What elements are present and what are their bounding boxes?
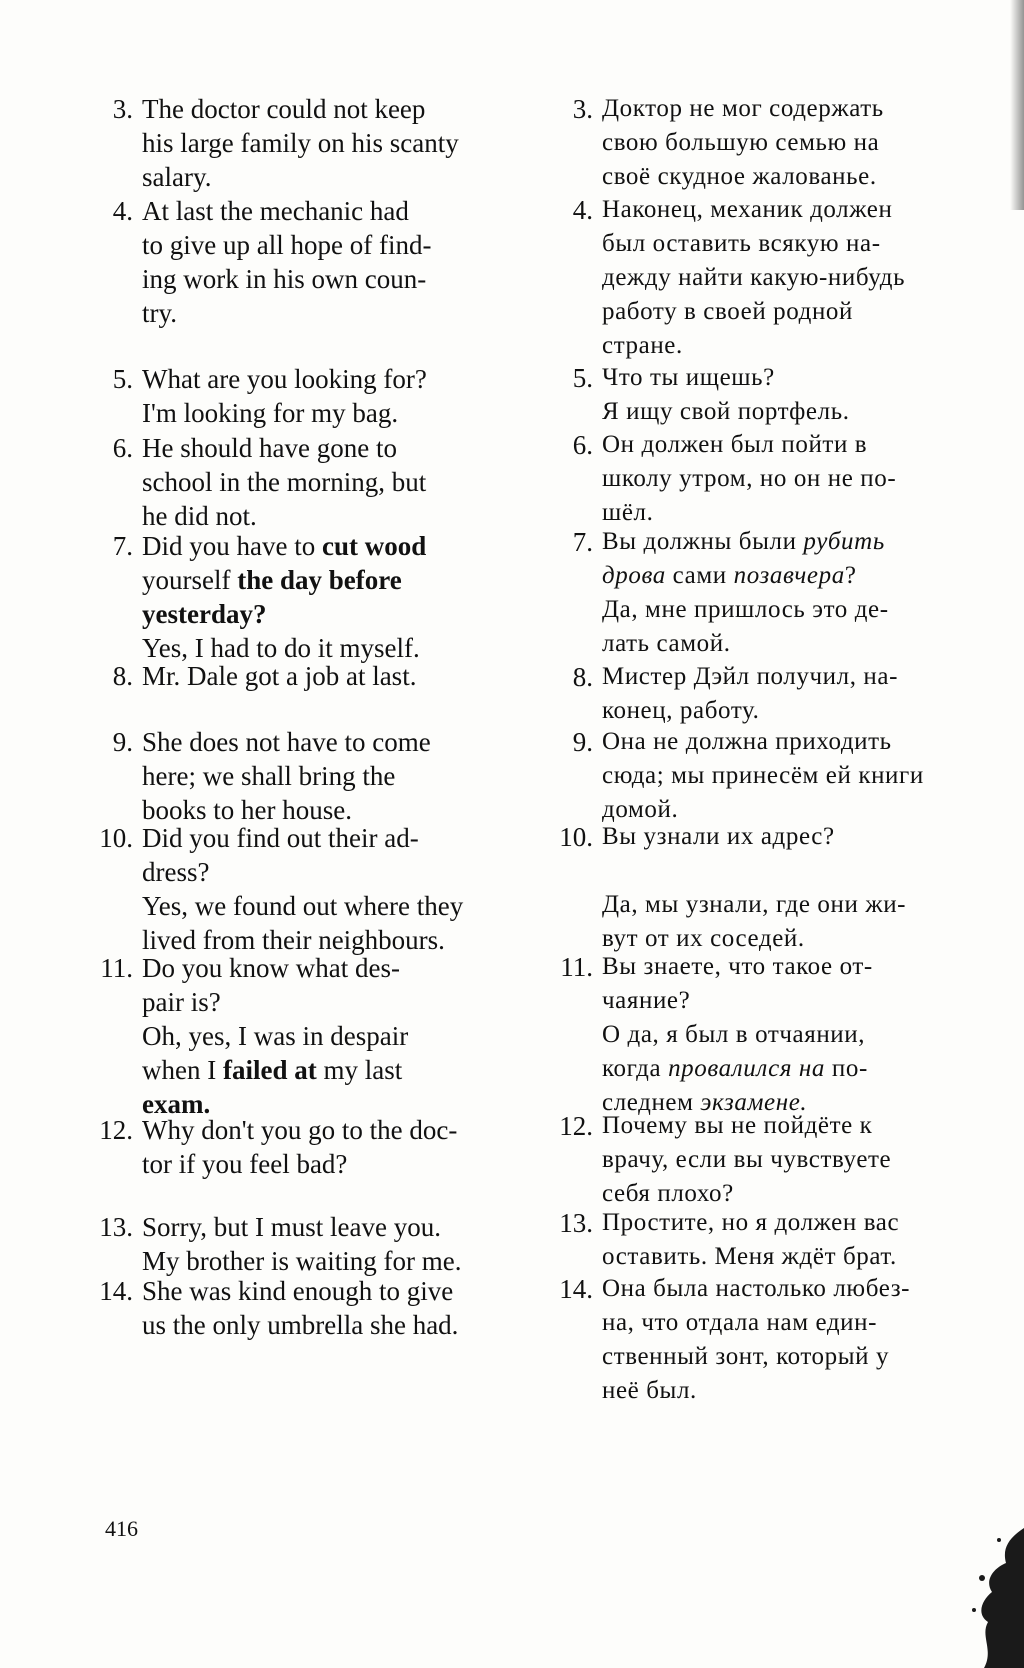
text-line [602,1206,960,1240]
russian-item [548,193,960,363]
text-line [602,984,960,1018]
item-text [142,1274,508,1342]
item-number: 5. [112,364,133,394]
item-number: 3. [572,94,593,124]
text-line [602,329,960,363]
item-number: 10. [99,823,133,853]
text-line [602,950,960,984]
text-line [142,1147,508,1181]
item-number: 12. [559,1111,593,1141]
text-segment: He should have gone to [142,433,397,463]
text-segment: врачу, если вы чувствуете [602,1146,892,1173]
text-segment: Did you find out their ad- [142,823,419,853]
text-segment: ing work in his own coun- [142,264,427,294]
item-number: 8. [572,662,593,692]
text-line [602,1272,960,1306]
english-item [88,362,508,430]
text-line [602,559,960,593]
item-number: 13. [99,1212,133,1242]
text-segment: свою большую семью на [602,129,880,156]
text-line [142,855,508,889]
italic-phrase: дрова [602,562,666,589]
item-number: 5. [572,363,593,393]
item-number: 13. [559,1208,593,1238]
text-segment: Why don't you go to the doc- [142,1115,458,1145]
english-item [88,1274,508,1342]
item-text [602,1272,960,1408]
ink-blot-decoration [954,1518,1024,1668]
text-line [142,160,508,194]
text-segment: дежду найти какую-нибудь [602,264,906,291]
text-segment: At last the mechanic had [142,196,409,226]
english-item [88,659,508,693]
text-segment: сами [665,562,734,589]
russian-item [548,92,960,194]
text-segment: Mr. Dale got a job at last. [142,661,417,691]
text-segment: стране. [602,332,683,359]
text-segment: She does not have to come [142,727,431,757]
text-segment: сюда; мы принесём ей книги [602,762,924,789]
text-line [602,1018,960,1052]
item-number: 9. [572,727,593,757]
text-line [602,694,960,728]
text-line [142,1244,508,1278]
russian-item [548,525,960,661]
item-text [602,92,960,194]
item-text [142,1113,508,1181]
item-text [602,1206,960,1274]
text-segment: salary. [142,162,212,192]
text-segment: dress? [142,857,210,887]
text-segment: школу утром, но он не по- [602,465,897,492]
english-item [88,951,508,1121]
text-line [602,593,960,627]
item-text [602,820,960,956]
text-segment: Да, мне пришлось это де- [602,596,889,623]
text-segment: О да, я был в отчаянии, [602,1021,866,1048]
text-segment: Did you have to [142,531,322,561]
text-segment: ? [844,562,857,589]
text-segment: себя плохо? [602,1180,734,1207]
text-line [142,296,508,330]
text-segment: The doctor could not keep [142,94,426,124]
bold-phrase: failed at [222,1055,317,1085]
text-segment: Простите, но я должен вас [602,1209,900,1236]
text-line [602,888,960,922]
text-segment: по- [825,1055,868,1082]
english-item [88,529,508,665]
text-segment: school in the morning, but [142,467,427,497]
text-line [142,563,508,597]
text-line [142,431,508,465]
text-line [602,361,960,395]
text-segment: работу в своей родной [602,298,854,325]
text-line [602,1374,960,1408]
text-segment: шёл. [602,499,654,526]
item-text [142,529,508,665]
italic-phrase: рубить [803,528,885,555]
text-segment: Вы знаете, что такое от- [602,953,873,980]
text-line [142,1308,508,1342]
english-item [88,92,508,194]
text-segment: Мистер Дэйл получил, на- [602,663,899,690]
item-number: 11. [100,953,133,983]
italic-phrase: экзамене. [700,1089,808,1116]
text-line [142,1210,508,1244]
text-segment: следнем [602,1089,701,1116]
item-text [602,950,960,1120]
text-line [602,160,960,194]
item-text [142,1210,508,1278]
item-text [602,525,960,661]
text-segment: my last [316,1055,403,1085]
text-line [142,362,508,396]
text-segment: Что ты ищешь? [602,364,775,391]
text-segment: I'm looking for my bag. [142,398,399,428]
text-line [602,854,960,888]
text-segment: to give up all hope of find- [142,230,432,260]
text-segment: Да, мы узнали, где они жи- [602,891,907,918]
text-segment: Доктор не мог содержать [602,95,884,122]
item-number: 12. [99,1115,133,1145]
text-line [142,597,508,631]
text-segment: когда [602,1055,669,1082]
english-item [88,821,508,957]
russian-item [548,820,960,956]
item-text [142,362,508,430]
text-line [602,525,960,559]
text-segment: Yes, we found out where they [142,891,464,921]
text-line [602,759,960,793]
text-line [602,627,960,661]
text-line [602,462,960,496]
item-number: 6. [112,433,133,463]
item-number: 14. [559,1274,593,1304]
text-line [142,725,508,759]
text-line [142,821,508,855]
text-line [142,1053,508,1087]
item-number: 10. [559,822,593,852]
text-segment: Do you know what des- [142,953,400,983]
text-segment: домой. [602,796,679,823]
text-line [142,659,508,693]
text-line [602,428,960,462]
bold-phrase: cut wood [321,531,427,561]
text-segment: books to her house. [142,795,352,825]
russian-item [548,725,960,827]
text-segment: Yes, I had to do it myself. [142,633,420,663]
text-line [142,1113,508,1147]
item-number: 4. [572,195,593,225]
item-text [602,660,960,728]
russian-item [548,1272,960,1408]
text-segment: Она не должна приходить [602,728,892,755]
text-segment: tor if you feel bad? [142,1149,348,1179]
text-line [602,126,960,160]
text-line [142,1019,508,1053]
english-item [88,431,508,533]
text-segment: оставить. Меня ждёт брат. [602,1243,897,1270]
text-line [142,262,508,296]
text-segment: What are you looking for? [142,364,427,394]
item-text [142,194,508,330]
english-item [88,1113,508,1181]
item-text [602,428,960,530]
text-line [602,820,960,854]
text-line [142,92,508,126]
page-edge-shadow [1010,0,1024,210]
item-text [142,951,508,1121]
text-line [602,1109,960,1143]
text-line [602,395,960,429]
text-segment: when I [142,1055,223,1085]
text-segment: pair is? [142,987,221,1017]
bold-phrase: the day before [237,565,402,595]
page-number: 416 [105,1516,138,1541]
item-text [142,92,508,194]
text-segment: She was kind enough to give [142,1276,454,1306]
text-segment: конец, работу. [602,697,760,724]
russian-item [548,428,960,530]
text-line [142,759,508,793]
text-line [142,396,508,430]
item-text [142,431,508,533]
text-segment: us the only umbrella she had. [142,1310,459,1340]
text-line [142,951,508,985]
item-text [602,361,960,429]
text-line [602,1306,960,1340]
russian-item [548,660,960,728]
text-line [142,529,508,563]
text-line [142,126,508,160]
text-line [602,1052,960,1086]
text-segment: his large family on his scanty [142,128,459,158]
text-line [602,227,960,261]
text-segment: вут от их соседей. [602,925,805,952]
item-text [142,659,508,693]
text-line [602,1240,960,1274]
item-text [602,1109,960,1211]
russian-item [548,1206,960,1274]
text-segment: ственный зонт, который у [602,1343,890,1370]
text-segment: he did not. [142,501,257,531]
item-text [142,821,508,957]
text-line [602,1340,960,1374]
item-number: 14. [99,1276,133,1306]
text-line [142,889,508,923]
italic-phrase: позавчера [733,562,845,589]
italic-phrase: провалился на [668,1055,826,1082]
text-line [142,228,508,262]
item-number: 8. [112,661,133,691]
text-line [602,261,960,295]
text-line [602,295,960,329]
text-segment: Вы должны были [602,528,804,555]
text-segment: here; we shall bring the [142,761,396,791]
text-segment: Почему вы не пойдёте к [602,1112,873,1139]
text-line [142,465,508,499]
text-segment: Она была настолько любез- [602,1275,911,1302]
item-number: 3. [112,94,133,124]
text-line [602,725,960,759]
english-item [88,1210,508,1278]
item-number: 11. [560,952,593,982]
english-item [88,194,508,330]
text-segment: lived from their neighbours. [142,925,445,955]
text-segment: Я ищу свой портфель. [602,398,850,425]
text-line [602,193,960,227]
bold-phrase: exam. [142,1089,211,1119]
text-segment: Oh, yes, I was in despair [142,1021,409,1051]
bold-phrase: yesterday? [142,599,267,629]
text-segment: на, что отдала нам един- [602,1309,878,1336]
item-number: 7. [572,527,593,557]
text-line [602,660,960,694]
text-line [142,499,508,533]
text-segment: Он должен был пойти в [602,431,868,458]
item-number: 6. [572,430,593,460]
text-segment: Вы узнали их адрес? [602,823,835,850]
text-segment: чаяние? [602,987,691,1014]
russian-item [548,1109,960,1211]
item-text [142,725,508,827]
text-segment: лать самой. [602,630,731,657]
text-segment: Наконец, механик должен [602,196,893,223]
item-text [602,193,960,363]
text-line [142,194,508,228]
text-segment: try. [142,298,177,328]
text-line [602,1143,960,1177]
item-number: 7. [112,531,133,561]
russian-item [548,361,960,429]
text-line [142,1274,508,1308]
text-segment: был оставить всякую на- [602,230,881,257]
text-segment: yourself [142,565,238,595]
text-segment: своё скудное жалованье. [602,163,877,190]
text-segment: My brother is waiting for me. [142,1246,462,1276]
text-line [602,92,960,126]
text-segment: неё был. [602,1377,697,1404]
item-text [602,725,960,827]
text-line [142,985,508,1019]
english-item [88,725,508,827]
item-number: 4. [112,196,133,226]
russian-item [548,950,960,1120]
text-segment: Sorry, but I must leave you. [142,1212,441,1242]
item-number: 9. [112,727,133,757]
